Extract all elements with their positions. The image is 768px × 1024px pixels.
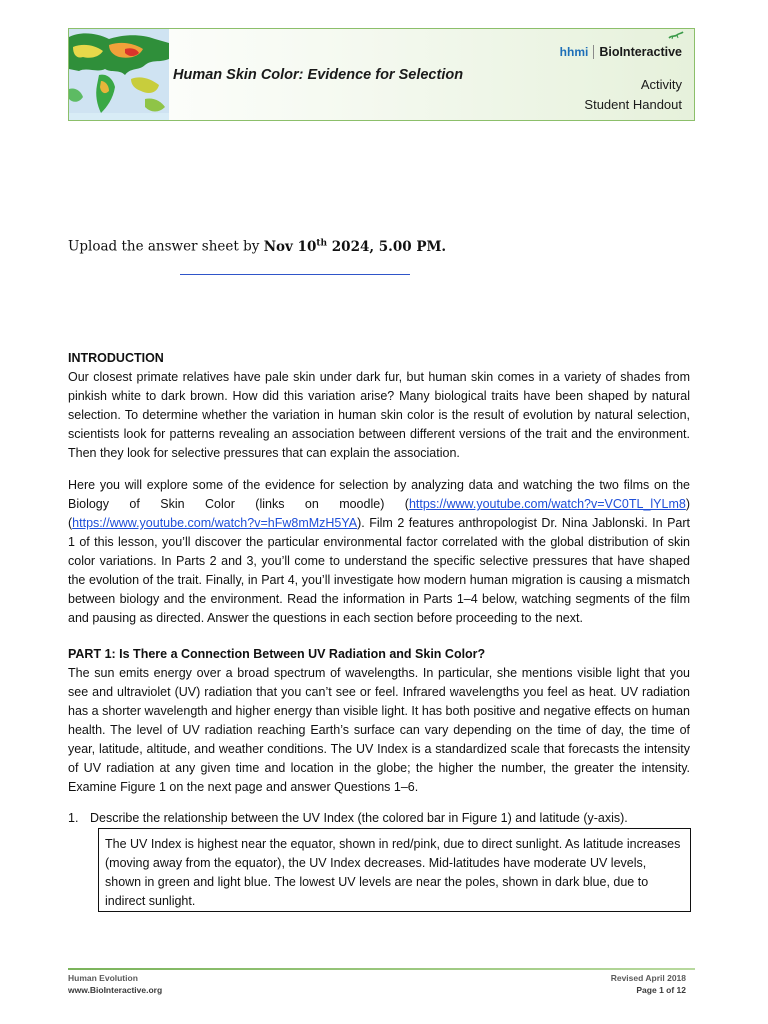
footer-course: Human Evolution	[68, 973, 138, 983]
upload-prefix: Upload the answer sheet by	[68, 238, 264, 255]
upload-date-suffix: th	[316, 238, 328, 248]
upload-underline	[180, 274, 410, 275]
header-activity-label: Activity	[640, 77, 682, 92]
film1-link[interactable]: https://www.youtube.com/watch?v=VC0TL_lYLm8	[408, 497, 686, 511]
document-title: Human Skin Color: Evidence for Selection	[173, 67, 464, 83]
footer-right	[611, 972, 686, 996]
hhmi-biointeractive-logo	[560, 41, 682, 63]
document-header	[68, 28, 695, 121]
footer-divider	[68, 968, 695, 970]
world-map-image	[69, 29, 169, 120]
part1-heading: PART 1: Is There a Connection Between UV Radiation and Skin Color?	[68, 647, 486, 661]
introduction-paragraph-1: Our closest primate relatives have pale skin under dark fur, but human skin comes in a variety of shades from pinkish white to dark brown. How did this variation arise? Many biological traits have been shaped by natural selection. To determine whether the variation in human skin color is the result of evolution by natural selection, scientists look for patterns revealing an association between different versions of the trait and the environment. Then they look for selective pressures that can explain the association.	[68, 370, 690, 460]
upload-date-day: Nov 10	[263, 238, 317, 255]
logo-hhmi-text: hhmi	[559, 45, 589, 59]
introduction-section	[68, 349, 690, 463]
question-1-text: Describe the relationship between the UV Index (the colored bar in Figure 1) and latitude (y-axis).	[90, 811, 628, 825]
footer-revised: Revised April 2018	[610, 973, 686, 983]
header-handout-label: Student Handout	[584, 97, 682, 112]
part1-section	[68, 645, 690, 797]
upload-date-rest: 2024, 5.00 PM.	[327, 238, 447, 255]
intro-p2-text-a: Here you will explore some of the evidence for selection by analyzing data and watching the two films on the Biology of Skin Color (links on moodle) (	[68, 478, 690, 511]
question-1-number: 1.	[68, 811, 79, 825]
intro-p2-text-b: ) (	[68, 497, 690, 530]
question-1-answer-box[interactable]: The UV Index is highest near the equator, shown in red/pink, due to direct sunlight. As latitude increases (moving away from the equator), the UV Index decreases. Mid-latitudes have moderate UV levels, shown in green and light blue. The lowest UV levels are near the poles, shown in dark blue, due to indirect sunlight.	[98, 828, 691, 912]
introduction-heading: INTRODUCTION	[68, 351, 164, 365]
film2-link[interactable]: https://www.youtube.com/watch?v=hFw8mMzH5YA	[72, 516, 358, 530]
logo-biointeractive-text: BioInteractive	[599, 45, 682, 59]
footer-page-number: Page 1 of 12	[636, 985, 686, 995]
footer-website: www.BioInteractive.org	[68, 985, 163, 995]
footer-left	[68, 972, 162, 996]
upload-deadline	[68, 238, 446, 255]
question-1	[68, 809, 698, 828]
introduction-paragraph-2	[68, 476, 690, 628]
logo-divider	[593, 45, 594, 59]
lizard-logo-icon	[668, 31, 684, 41]
intro-p2-text-c: ). Film 2 features anthropologist Dr. Nina Jablonski. In Part 1 of this lesson, you’ll discover the particular environmental factor correlated with the global distribution of skin color variations. In Parts 2 and 3, you’ll come to understand the specific selective pressures that have shaped the evolution of the trait. Finally, in Part 4, you’ll investigate how modern human migration is causing a mismatch between biology and the environment. Read the information in Parts 1–4 below, watching segments of the film and pausing as directed. Answer the questions in each section before proceeding to the next.	[68, 516, 690, 625]
part1-paragraph: The sun emits energy over a broad spectrum of wavelengths. In particular, she mentions visible light that you see and ultraviolet (UV) radiation that you can’t see or feel. Infrared wavelengths you feel as heat. UV radiation has a shorter wavelength and higher energy than visible light. It has both positive and negative effects on human health. The level of UV radiation reaching Earth’s surface can vary depending on the time of day, the time of year, latitude, altitude, and weather conditions. The UV Index is a standardized scale that forecasts the intensity of UV radiation at any given time and location in the globe; the higher the number, the greater the intensity. Examine Figure 1 on the next page and answer Questions 1–6.	[68, 666, 690, 794]
upload-date	[264, 239, 446, 255]
